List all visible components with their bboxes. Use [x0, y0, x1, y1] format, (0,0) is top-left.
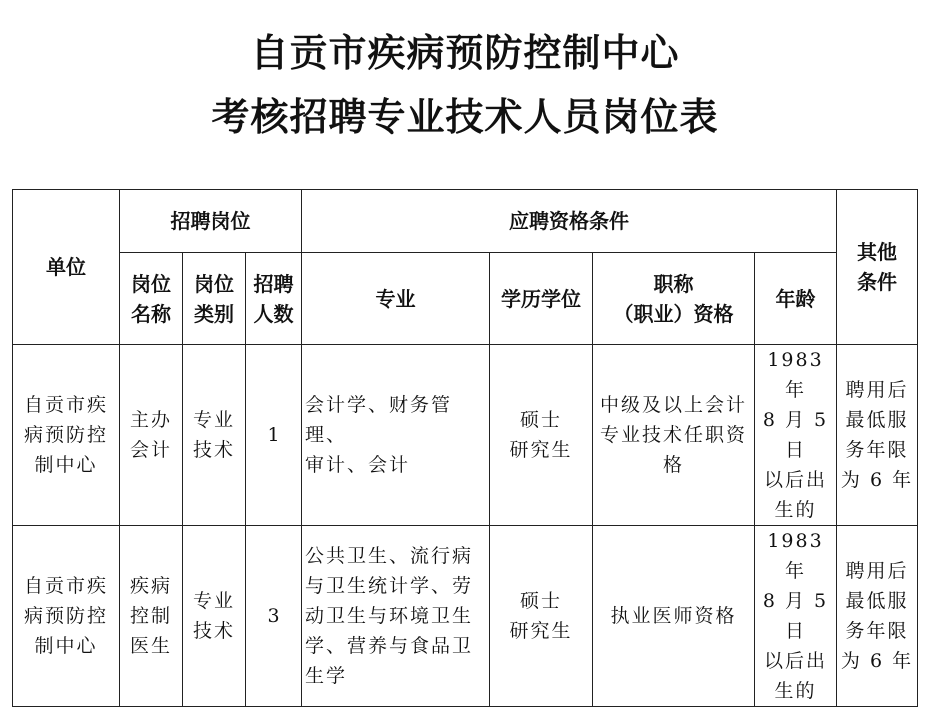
page-title-line2: 考核招聘专业技术人员岗位表	[211, 94, 719, 139]
cell-age: 1983 年 8 月 5 日 以后出 生的	[755, 526, 837, 707]
cell-unit: 自贡市疾 病预防控 制中心	[13, 526, 120, 707]
cell-position-type: 专业 技术	[183, 526, 246, 707]
header-position-type: 岗位 类别	[183, 253, 246, 345]
header-position-group: 招聘岗位	[120, 190, 302, 253]
cell-major: 会计学、财务管理、 审计、会计	[302, 345, 490, 526]
table-row	[13, 526, 918, 707]
cell-headcount: 3	[246, 526, 302, 707]
header-unit: 单位	[13, 190, 120, 345]
header-age: 年龄	[755, 253, 837, 345]
header-degree: 学历学位	[490, 253, 593, 345]
cell-other: 聘用后 最低服 务年限 为 6 年	[837, 526, 918, 707]
cell-headcount: 1	[246, 345, 302, 526]
cell-unit: 自贡市疾 病预防控 制中心	[13, 345, 120, 526]
cell-title-qualification: 中级及以上会计 专业技术任职资 格	[593, 345, 755, 526]
cell-position-name: 主办 会计	[120, 345, 183, 526]
header-major: 专业	[302, 253, 490, 345]
cell-position-name: 疾病 控制 医生	[120, 526, 183, 707]
cell-other: 聘用后 最低服 务年限 为 6 年	[837, 345, 918, 526]
cell-degree: 硕士 研究生	[490, 345, 593, 526]
table-row	[13, 345, 918, 526]
cell-position-type: 专业 技术	[183, 345, 246, 526]
cell-title-qualification: 执业医师资格	[593, 526, 755, 707]
header-position-name: 岗位 名称	[120, 253, 183, 345]
cell-degree: 硕士 研究生	[490, 526, 593, 707]
header-other: 其他 条件	[837, 190, 918, 345]
page-title-line1: 自贡市疾病预防控制中心	[250, 30, 680, 75]
cell-age: 1983 年 8 月 5 日 以后出 生的	[755, 345, 837, 526]
header-headcount: 招聘 人数	[246, 253, 302, 345]
position-table	[12, 189, 918, 707]
cell-major: 公共卫生、流行病 与卫生统计学、劳 动卫生与环境卫生 学、营养与食品卫 生学	[302, 526, 490, 707]
header-title-qualification: 职称 （职业）资格	[593, 253, 755, 345]
header-qualification-group: 应聘资格条件	[302, 190, 837, 253]
